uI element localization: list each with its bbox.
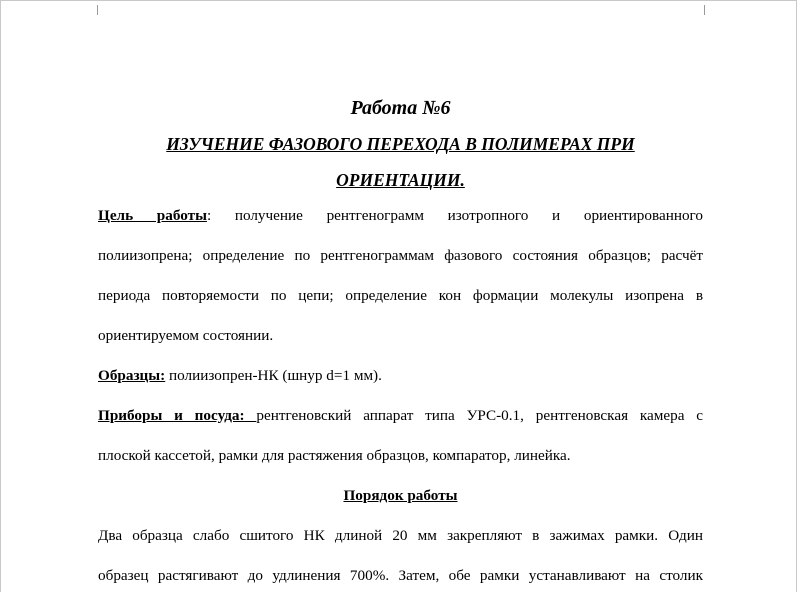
goal-line-2: полиизопрена; определение по рентгенограммам фазового состояния образцов; расчёт xyxy=(98,247,703,264)
devices-underlined-space xyxy=(245,407,257,424)
goal-line-3: периода повторяемости по цепи; определение кон формации молекулы изопрена в xyxy=(98,287,703,304)
devices-line-2: плоской кассетой, рамки для растяжения образцов, компаратор, линейка. xyxy=(98,447,571,464)
goal-line-1 xyxy=(98,196,703,236)
samples-paragraph xyxy=(98,356,703,396)
goal-line-4: ориентируемом состоянии. xyxy=(98,327,274,344)
work-number-heading: Работа №6 xyxy=(350,97,451,119)
margin-corner-mark-left xyxy=(87,5,98,15)
procedure-line-1: Два образца слабо сшитого НК длиной 20 мм закрепляют в зажимах рамки. Один xyxy=(98,527,703,544)
devices-paragraph xyxy=(98,396,703,476)
procedure-section-title: Порядок работы xyxy=(343,487,458,504)
goal-label: Цель работы xyxy=(98,207,207,224)
title-line-1: ИЗУЧЕНИЕ ФАЗОВОГО ПЕРЕХОДА В ПОЛИМЕРАХ ПРИ xyxy=(166,134,635,154)
title-line-2: ОРИЕНТАЦИИ. xyxy=(336,170,465,190)
goal-line-1-text: : получение рентгенограмм изотропного и ориентированного xyxy=(206,207,703,224)
devices-line-1 xyxy=(98,396,703,436)
samples-line xyxy=(98,356,703,396)
goal-paragraph xyxy=(98,196,703,356)
procedure-paragraph xyxy=(98,516,703,592)
procedure-line-2: образец растягивают до удлинения 700%. Затем, обе рамки устанавливают на столик xyxy=(98,567,703,584)
samples-text: полиизопрен-НК (шнур d=1 мм). xyxy=(165,367,382,384)
samples-label: Образцы: xyxy=(98,367,166,384)
devices-label: Приборы и посуда: xyxy=(98,407,245,424)
margin-corner-mark-right xyxy=(704,5,715,15)
devices-line-1-text: рентгеновский аппарат типа УРС-0.1, рентгеновская камера с xyxy=(256,407,703,424)
